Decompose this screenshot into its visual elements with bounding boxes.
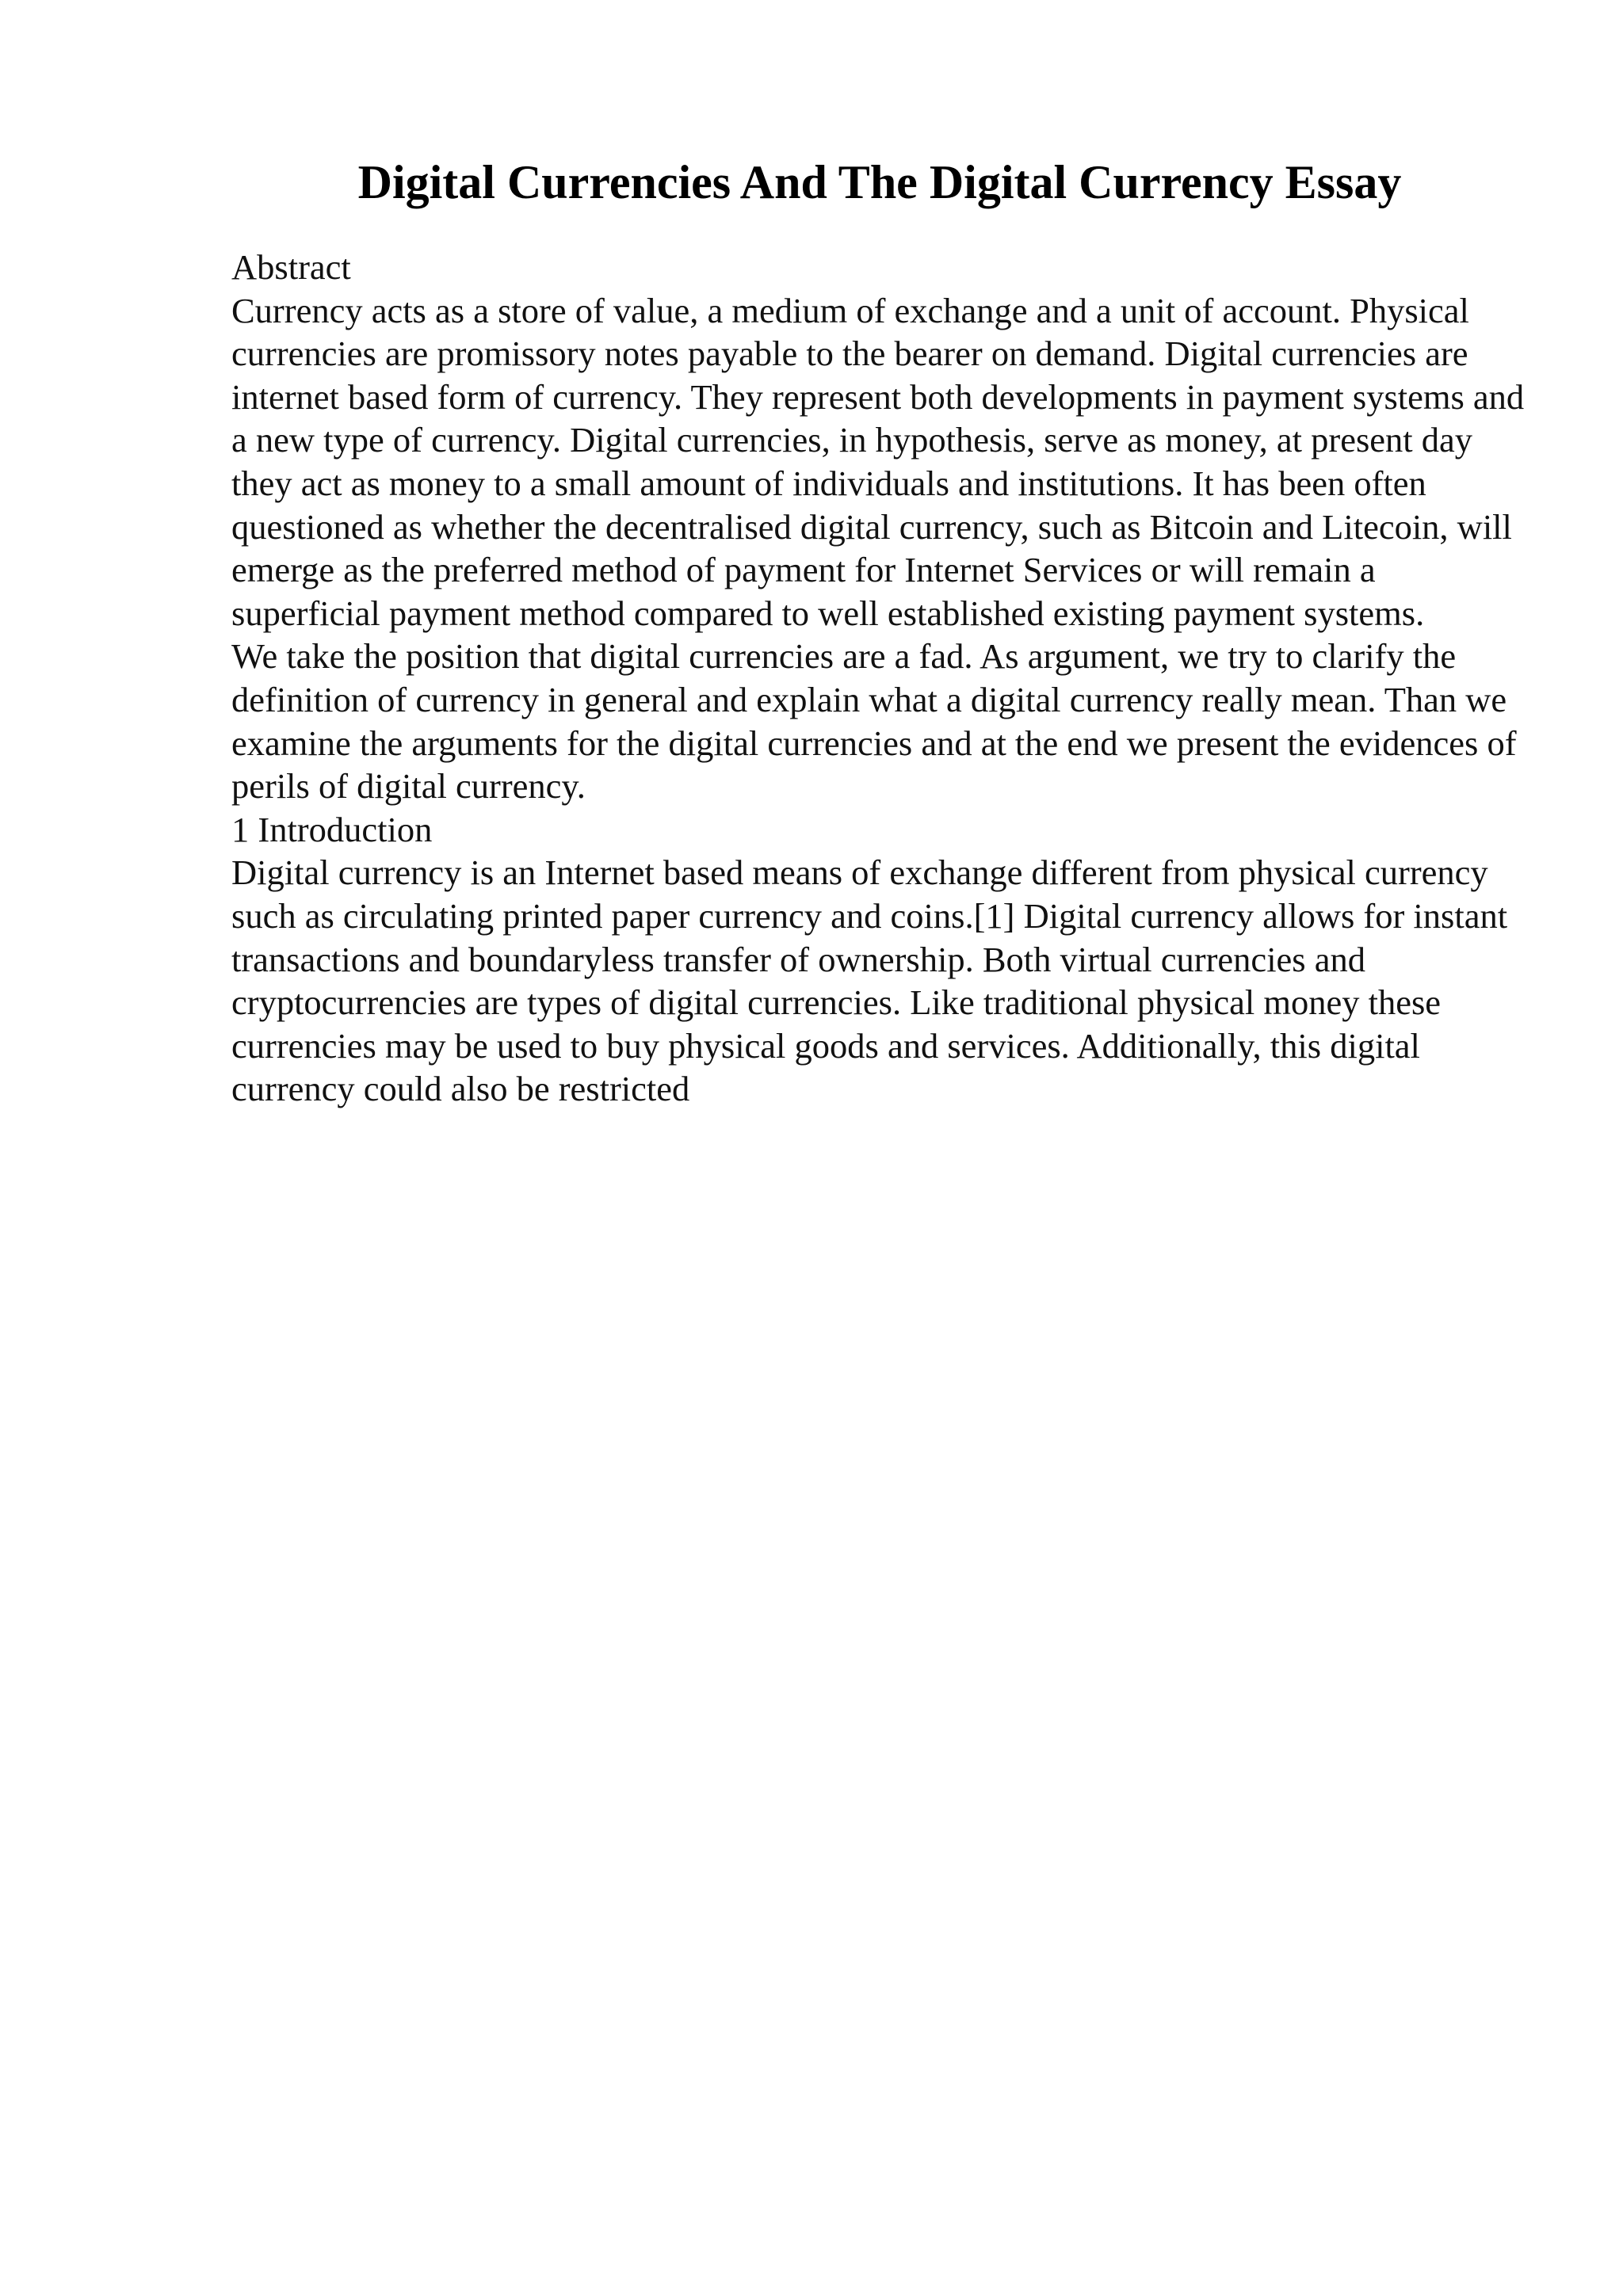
- document-title: Digital Currencies And The Digital Currency Essay: [357, 156, 1402, 208]
- introduction-paragraph-1: Digital currency is an Internet based means of exchange different from physical currency such as circulating printed paper currency and coins.[1] Digital currency allows for instant transactions and boundaryless transfer of ownership. Both virtual currencies and cryptocurrencies are types of digital currencies. Like traditional physical money these currencies may be used to buy physical goods and services. Additionally, this digital currency could also be restricted: [231, 852, 1508, 1109]
- abstract-paragraph-1: Currency acts as a store of value, a medium of exchange and a unit of account. Physical currencies are promissory notes payable to the bearer on demand. Digital currencies are internet based form of currency. They represent both developments in payment systems and a new type of currency. Digital currencies, in hypothesis, serve as money, at present day they act as money to a small amount of individuals and institutions. It has been often questioned as whether the decentralised digital currency, such as Bitcoin and Litecoin, will emerge as the preferred method of payment for Internet Services or will remain a superficial payment method compared to well established existing payment systems.: [231, 290, 1525, 633]
- abstract-paragraph-2: We take the position that digital currencies are a fad. As argument, we try to clarify the definition of currency in general and explain what a digital currency really mean. Than we examine the arguments for the digital currencies and at the end we present the evidences of perils of digital currency.: [231, 636, 1517, 807]
- document-body: [231, 246, 1531, 1111]
- abstract-heading: Abstract: [231, 247, 351, 287]
- introduction-heading: 1 Introduction: [231, 809, 433, 849]
